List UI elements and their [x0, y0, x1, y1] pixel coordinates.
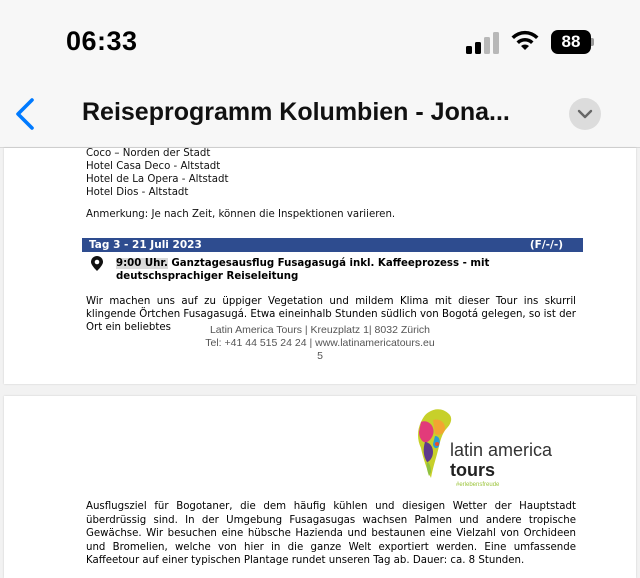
- day-header: [82, 238, 583, 252]
- day-header-date: Tag 3 - 21 Juli 2023: [89, 239, 202, 251]
- title-menu-button[interactable]: [569, 98, 601, 130]
- activity-title: [116, 257, 582, 283]
- activity-description-continued: Ausflugsziel für Bogotaner, die dem häufig kühlen und diesigen Wetter der Hauptstadt überdrüssig sind. In der Umgebung Fusagasugas wachsen Palmen und andere tropische Gewächse. Wir besuchen eine hübsche Hazienda und bestaunen eine Vielzahl von Orchideen und Bromelien, welche von hier in die ganze Welt exportiert werden. Eine umfassende Kaffeetour auf einer typischen Plantage rundet unseren Tag ab. Dauer: ca. 8 Stunden.: [86, 501, 576, 566]
- hotel-item: Hotel de La Opera - Altstadt: [86, 174, 229, 185]
- pdf-page-5: [4, 148, 636, 384]
- back-chevron-icon[interactable]: [10, 94, 42, 134]
- document-title[interactable]: Reiseprogramm Kolumbien - Jona...: [82, 98, 510, 126]
- status-time: 06:33: [66, 26, 138, 56]
- battery-level: 88: [551, 30, 591, 54]
- day-header-meals: (F/-/-): [529, 239, 563, 251]
- chevron-down-icon: [577, 108, 593, 120]
- status-bar: [0, 0, 640, 84]
- hotel-item: Hotel Casa Deco - Altstadt: [86, 161, 221, 172]
- location-pin-icon: [90, 256, 104, 272]
- logo-tagline: #erlebensfreude: [456, 482, 500, 488]
- inspection-note: Anmerkung: Je nach Zeit, können die Inspektionen variieren.: [86, 209, 396, 220]
- signal-icon: [466, 32, 502, 54]
- activity-time: 9:00 Uhr.: [116, 258, 168, 269]
- logo-text-line1: latin america: [450, 440, 553, 460]
- hotel-item: Hotel Dios - Altstadt: [86, 187, 189, 198]
- activity-description: Wir machen uns auf zu üppiger Vegetation und mildem Klima mit dieser Tour ins skurril klingende Örtchen Fusagasugá. Etwa eineinhalb Stunden südlich von Bogotá gelegen, so ist der Ort ein beliebtes: [86, 296, 576, 333]
- logo-text-line2: tours: [450, 460, 495, 480]
- footer-contact: Tel: +41 44 515 24 24 | www.latinamericatours.eu: [205, 337, 435, 349]
- wifi-icon: [510, 29, 540, 53]
- pdf-page-6: [4, 396, 636, 578]
- hotel-item: Coco – Norden der Stadt: [86, 148, 211, 159]
- activity-text: Ganztagesausflug Fusagasugá inkl. Kaffeeprozess - mit deutschsprachiger Reiseleitung: [116, 258, 490, 282]
- navigation-bar: [0, 84, 640, 148]
- hotel-list: [86, 147, 229, 199]
- footer-address: Latin America Tours | Kreuzplatz 1| 8032 Zürich: [209, 324, 431, 336]
- battery-indicator: [551, 30, 595, 54]
- page-number: 5: [317, 350, 323, 362]
